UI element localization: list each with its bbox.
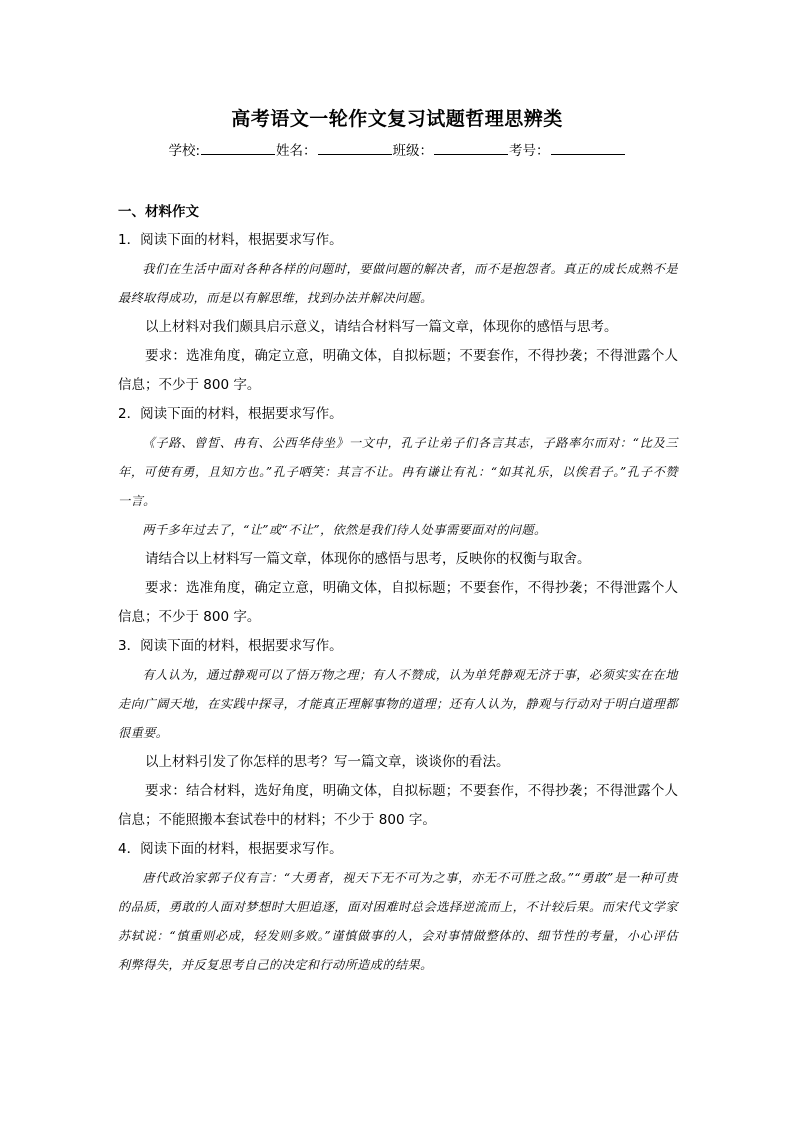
student-info-line	[0, 139, 794, 159]
name-blank[interactable]	[318, 142, 392, 155]
class-blank[interactable]	[434, 142, 508, 155]
question-heading: 3．阅读下面的材料，根据要求写作。	[118, 638, 343, 654]
task-paragraph: 以上材料引发了你怎样的思考？写一篇文章，谈谈你的看法。	[145, 754, 510, 770]
question-heading: 1．阅读下面的材料，根据要求写作。	[118, 232, 343, 248]
school-label: 学校:	[168, 143, 201, 159]
requirement-paragraph: 要求：选准角度，确定立意，明确文体，自拟标题；不要套作，不得抄袭；不得泄露个人信息；不少于 800 字。	[118, 580, 678, 625]
question-4	[118, 835, 678, 980]
exam-number-label: 考号：	[509, 143, 550, 159]
question-3	[118, 632, 678, 835]
task-paragraph: 请结合以上材料写一篇文章，体现你的感悟与思考，反映你的权衡与取舍。	[145, 551, 591, 567]
question-heading: 4．阅读下面的材料，根据要求写作。	[118, 841, 343, 857]
task-paragraph: 以上材料对我们颇具启示意义，请结合材料写一篇文章，体现你的感悟与思考。	[145, 319, 618, 335]
material-paragraph: 有人认为，通过静观可以了悟万物之理；有人不赞成，认为单凭静观无济于事，必须实实在在地走向广阔天地，在实践中探寻，才能真正理解事物的道理；还有人认为，静观与行动对于明白道理都很重要。	[118, 668, 678, 740]
main-content	[118, 198, 678, 980]
material-paragraph: 我们在生活中面对各种各样的问题时，要做问题的解决者，而不是抱怨者。真正的成长成熟不是最终取得成功，而是以有解思维，找到办法并解决问题。	[118, 262, 678, 305]
question-2	[118, 400, 678, 632]
section-heading: 一、材料作文	[118, 204, 199, 220]
material-paragraph: 《子路、曾皙、冉有、公西华侍坐》一文中，孔子让弟子们各言其志，子路率尔而对：“比及三年，可使有勇，且知方也。”孔子哂笑：其言不让。冉有谦让有礼：“如其礼乐，以俟君子。”孔子不赞一言。	[118, 436, 678, 508]
requirement-paragraph: 要求：结合材料，选好角度，明确文体，自拟标题；不要套作，不得抄袭；不得泄露个人信息；不能照搬本套试卷中的材料；不少于 800 字。	[118, 783, 678, 828]
class-label: 班级：	[392, 143, 434, 159]
material-paragraph: 唐代政治家郭子仪有言：“大勇者，视天下无不可为之事，亦无不可胜之敌。”“勇敢”是一种可贵的品质，勇敢的人面对梦想时大胆追逐，面对困难时总会选择逆流而上，不计较后果。而宋代文学家苏轼说：“慎重则必成，轻发则多败。”谨慎做事的人，会对事情做整体的、细节性的考量，小心评估利弊得失，并反复思考自己的决定和行动所造成的结果。	[118, 871, 678, 972]
question-heading: 2．阅读下面的材料，根据要求写作。	[118, 406, 343, 422]
requirement-paragraph: 要求：选准角度，确定立意，明确文体，自拟标题；不要套作，不得抄袭；不得泄露个人信息；不少于 800 字。	[118, 348, 678, 393]
school-blank[interactable]	[201, 142, 275, 155]
document-title: 高考语文一轮作文复习试题哲理思辨类	[231, 108, 563, 130]
question-1	[118, 226, 678, 400]
exam-number-blank[interactable]	[551, 142, 625, 155]
name-label: 姓名：	[276, 143, 317, 159]
material-paragraph: 两千多年过去了，“让”或“不让”，依然是我们待人处事需要面对的问题。	[142, 523, 547, 537]
